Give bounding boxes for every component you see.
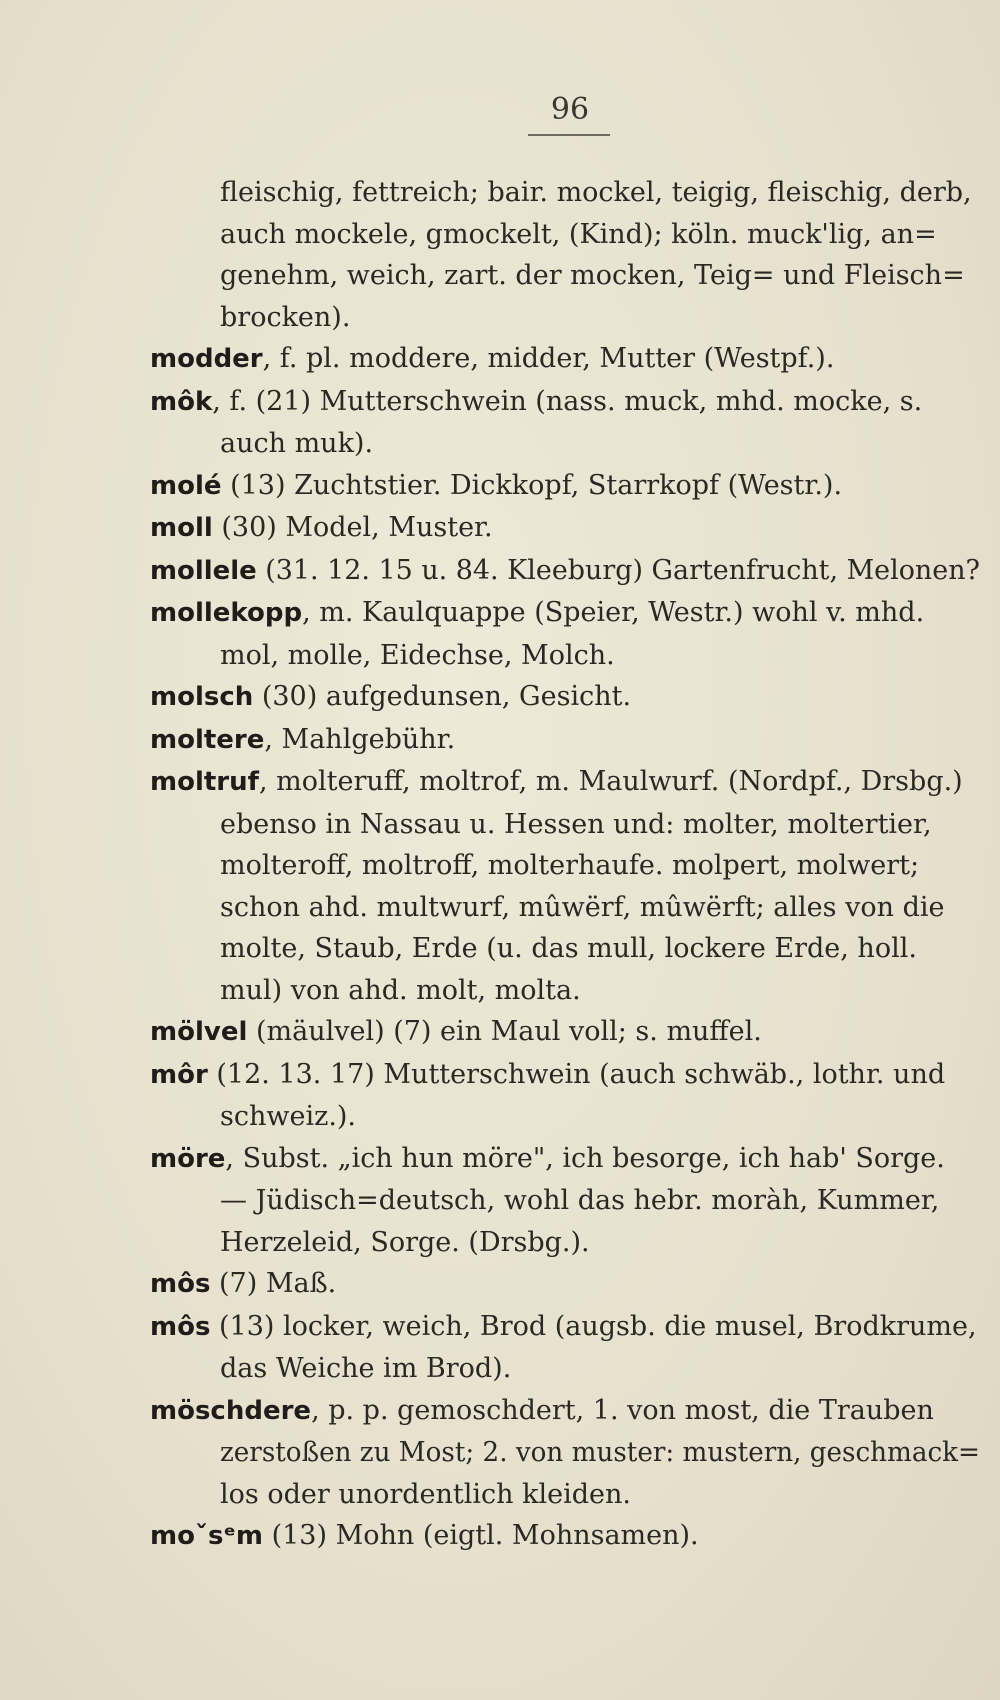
entry-continuation-line xyxy=(150,635,980,677)
entry-continuation-line xyxy=(150,1432,980,1474)
dictionary-entry xyxy=(150,1263,980,1306)
dictionary-entry xyxy=(150,1515,980,1558)
entry-continuation-line xyxy=(150,423,980,465)
headword: moltere xyxy=(150,724,265,755)
headword: mollekopp xyxy=(150,598,303,628)
definition-text: (13) Mohn (eigtl. Mohnsamen). xyxy=(262,1520,699,1551)
entry-continuation xyxy=(150,172,980,214)
definition-text: schweiz.). xyxy=(220,1101,357,1132)
headword: molé xyxy=(150,470,222,501)
entry-continuation-line xyxy=(150,1180,980,1222)
page-number-rule xyxy=(528,134,610,136)
dictionary-entry xyxy=(150,1138,980,1181)
definition-text: (12. 13. 17) Mutterschwein (auch schwäb., lothr. und xyxy=(207,1058,946,1090)
definition-text: mul) von ahd. molt, molta. xyxy=(220,974,581,1006)
dictionary-entry xyxy=(150,507,980,550)
entry-continuation-line xyxy=(150,1096,980,1138)
headword: moltruf xyxy=(150,767,259,797)
definition-text: schon ahd. multwurf, mûwërf, mûwërft; alles von die xyxy=(220,891,945,923)
entry-continuation-line xyxy=(150,1348,980,1390)
dictionary-entry xyxy=(150,592,980,635)
dictionary-entry xyxy=(150,676,980,719)
definition-text: los oder unordentlich kleiden. xyxy=(220,1478,631,1510)
headword: môs xyxy=(150,1311,211,1342)
headword: möschdere xyxy=(150,1395,312,1426)
headword: môk xyxy=(150,386,213,417)
definition-text: , m. Kaulquappe (Speier, Westr.) wohl v. mhd. xyxy=(302,597,925,628)
definition-text: molteroff, moltroff, molterhaufe. molpert, molwert; xyxy=(220,850,920,881)
definition-text: das Weiche im Brod). xyxy=(220,1353,512,1384)
definition-text: brocken). xyxy=(220,301,351,333)
definition-text: (13) locker, weich, Brod (augsb. die musel, Brodkrume, xyxy=(210,1310,977,1342)
headword: möre xyxy=(150,1143,226,1174)
definition-text: (30) Model, Muster. xyxy=(212,512,493,543)
definition-text: (13) Zuchtstier. Dickkopf, Starrkopf (Westr.). xyxy=(221,469,843,501)
definition-text: , p. p. gemoschdert, 1. von most, die Trauben xyxy=(311,1394,934,1426)
definition-text: , Mahlgebühr. xyxy=(264,723,456,755)
definition-text: , Subst. „ich hun möre", ich besorge, ich hab' Sorge. xyxy=(225,1142,945,1174)
headword: molsch xyxy=(150,682,254,712)
entry-continuation-line xyxy=(150,928,980,970)
headword: môr xyxy=(150,1059,208,1090)
dictionary-entry xyxy=(150,338,980,381)
dictionary-entries xyxy=(150,172,980,1558)
definition-text: (31. 12. 15 u. 84. Kleeburg) Gartenfrucht, Melonen? xyxy=(256,554,980,586)
definition-text: , f. pl. moddere, midder, Mutter (Westpf.). xyxy=(262,343,835,374)
definition-text: (mäulvel) (7) ein Maul voll; s. muffel. xyxy=(247,1016,762,1047)
definition-text: (7) Maß. xyxy=(210,1268,337,1299)
headword: moll xyxy=(150,513,213,543)
entry-continuation-line xyxy=(150,255,980,297)
definition-text: mol, molle, Eidechse, Molch. xyxy=(220,639,615,671)
definition-text: — Jüdisch=deutsch, wohl das hebr. moràh, Kummer, xyxy=(220,1185,940,1216)
entry-continuation-line xyxy=(150,297,980,339)
dictionary-entry xyxy=(150,1390,980,1433)
page-number: 96 xyxy=(550,92,590,127)
definition-text: molte, Staub, Erde (u. das mull, lockere Erde, holl. xyxy=(220,933,917,964)
dictionary-entry xyxy=(150,381,980,424)
dictionary-entry xyxy=(150,1306,980,1349)
entry-continuation-line xyxy=(150,1474,980,1516)
definition-text: auch mockele, gmockelt, (Kind); köln. muck'lig, an= xyxy=(220,218,937,250)
entry-continuation-line xyxy=(150,887,980,929)
definition-text: genehm, weich, zart. der mocken, Teig= und Fleisch= xyxy=(220,260,965,291)
headword: modder xyxy=(150,344,263,374)
dictionary-entry xyxy=(150,719,980,762)
headword: môs xyxy=(150,1269,211,1299)
dictionary-entry xyxy=(150,761,980,804)
definition-text: Herzeleid, Sorge. (Drsbg.). xyxy=(220,1226,590,1258)
definition-text: , f. (21) Mutterschwein (nass. muck, mhd. mocke, s. xyxy=(212,385,923,417)
entry-continuation-line xyxy=(150,1222,980,1264)
headword: moˇsᵉm xyxy=(150,1521,263,1551)
entry-continuation-line xyxy=(150,214,980,256)
definition-text: zerstoßen zu Most; 2. von muster: mustern, geschmack= xyxy=(220,1437,980,1468)
dictionary-entry xyxy=(150,550,980,593)
entry-continuation-line xyxy=(150,845,980,887)
entry-continuation-line xyxy=(150,970,980,1012)
definition-text: ebenso in Nassau u. Hessen und: molter, moltertier, xyxy=(220,808,932,840)
dictionary-entry xyxy=(150,1054,980,1097)
dictionary-entry xyxy=(150,465,980,508)
definition-text: , molteruff, moltrof, m. Maulwurf. (Nordpf., Drsbg.) xyxy=(258,766,963,797)
dictionary-entry xyxy=(150,1011,980,1054)
headword: mölvel xyxy=(150,1017,248,1047)
definition-text: (30) aufgedunsen, Gesicht. xyxy=(253,681,632,712)
definition-text: fleischig, fettreich; bair. mockel, teigig, fleischig, derb, xyxy=(220,177,972,208)
definition-text: auch muk). xyxy=(220,428,374,459)
headword: mollele xyxy=(150,555,257,586)
entry-continuation-line xyxy=(150,804,980,846)
